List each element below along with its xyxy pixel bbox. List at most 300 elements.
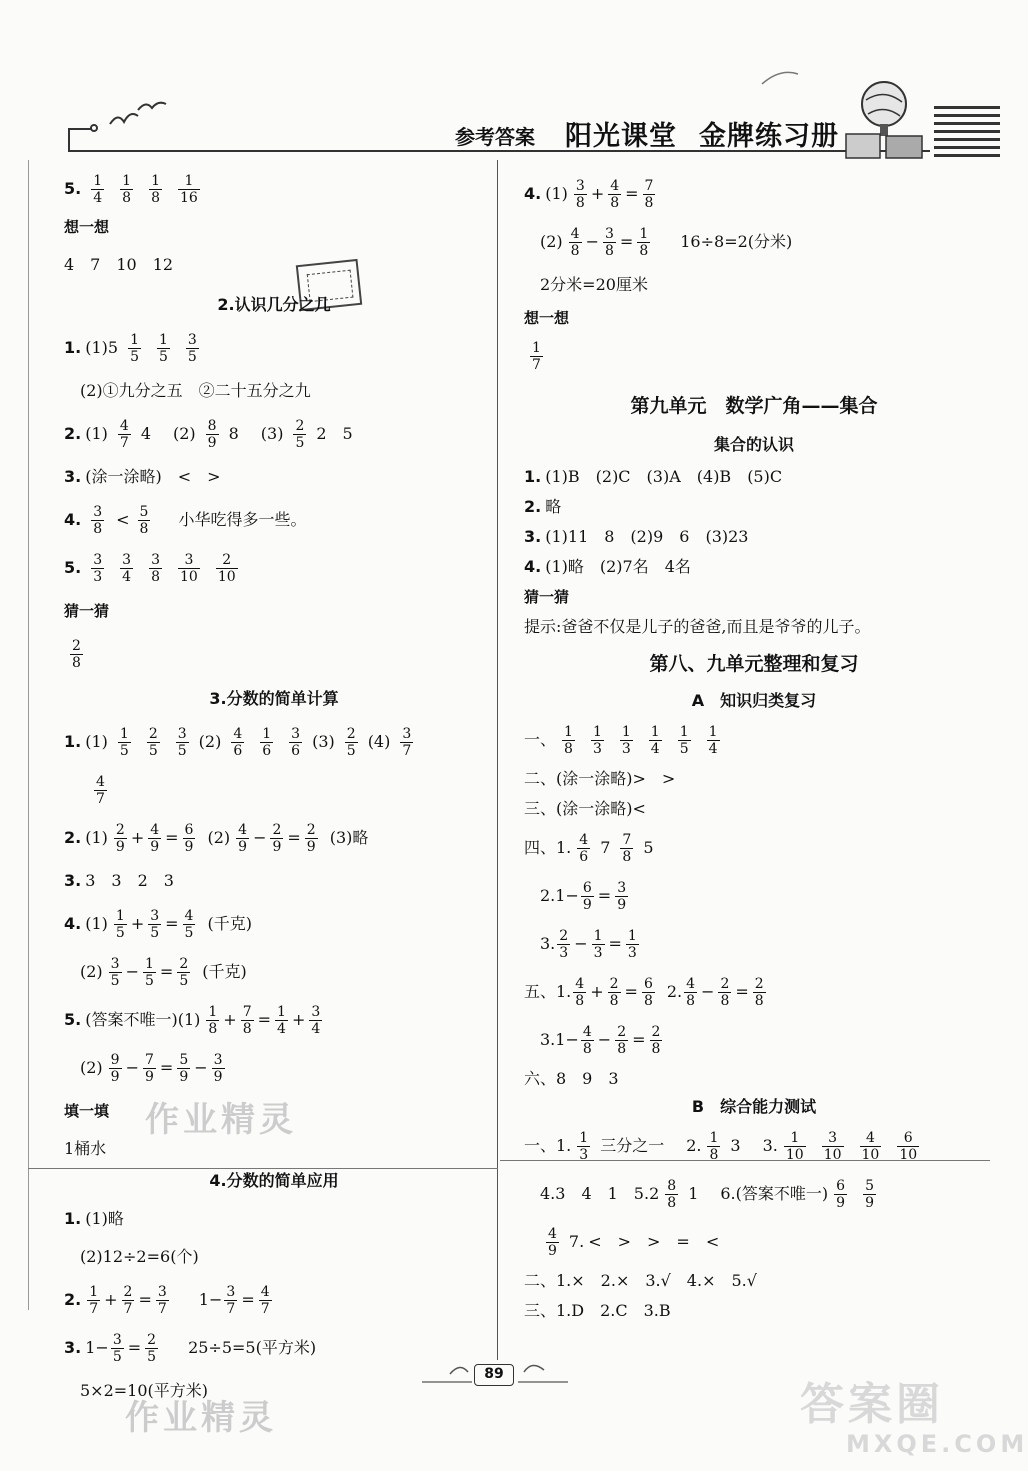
denominator: 4 xyxy=(122,568,132,585)
denominator: 9 xyxy=(179,1068,189,1085)
s2-q1b: (2)①九分之五 ②二十五分之九 xyxy=(80,381,311,401)
fraction xyxy=(530,341,543,372)
operator: + xyxy=(104,1289,118,1309)
equation xyxy=(571,977,657,1008)
fraction xyxy=(649,725,662,756)
fraction xyxy=(183,909,196,940)
numerator: 1 xyxy=(89,1283,99,1300)
operator: + xyxy=(130,827,145,847)
denominator: 8 xyxy=(575,992,585,1009)
denominator: 9 xyxy=(110,1068,120,1085)
s2-q4 xyxy=(64,496,484,544)
denominator: 9 xyxy=(582,896,592,913)
denominator: 7 xyxy=(119,434,129,451)
b-row2 xyxy=(524,1170,984,1218)
q-number: 4. xyxy=(64,510,82,530)
denominator: 9 xyxy=(306,838,316,855)
denominator: 5 xyxy=(184,924,194,941)
fraction xyxy=(87,1285,100,1316)
frac-list xyxy=(112,727,199,758)
operator: = xyxy=(127,1337,142,1357)
q-number: 2. xyxy=(64,1290,82,1310)
numerator: 1 xyxy=(639,225,649,242)
operator: = xyxy=(625,183,639,203)
q5-previous xyxy=(64,170,484,208)
operator: − xyxy=(597,1029,612,1049)
q-number: 2. xyxy=(64,828,82,848)
rev-iii: 三、(涂一涂略)< xyxy=(524,799,646,819)
operator: + xyxy=(590,183,605,203)
rev-iv3 xyxy=(524,920,984,968)
rev-iv1 xyxy=(524,824,984,872)
denominator: 3 xyxy=(621,740,631,757)
equation xyxy=(682,977,768,1008)
operator: − xyxy=(574,933,588,953)
q-number: 5. xyxy=(64,558,82,578)
fraction xyxy=(186,333,199,364)
operator: = xyxy=(735,981,749,1001)
answer-text: (2) xyxy=(80,1058,103,1078)
numerator: 1 xyxy=(151,172,160,189)
fraction xyxy=(577,833,590,864)
fraction xyxy=(231,727,244,758)
think-answer: 4 7 10 12 xyxy=(64,255,174,275)
watermark-stamp: 作业精灵 xyxy=(145,1100,297,1140)
fraction xyxy=(91,553,104,584)
guess-title: 猜一猜 xyxy=(524,587,570,606)
numerator: 4 xyxy=(686,975,696,992)
globe-books-icon xyxy=(836,74,926,160)
fraction xyxy=(143,957,156,988)
numerator: 6 xyxy=(643,975,653,992)
numerator: 6 xyxy=(582,879,592,896)
numerator: 4 xyxy=(579,831,589,848)
denominator: 4 xyxy=(311,1020,321,1037)
fraction xyxy=(149,553,162,584)
denominator: 8 xyxy=(622,848,632,865)
answer-text: (答案不唯一)(1) xyxy=(85,1010,201,1030)
numerator: 4 xyxy=(96,773,105,790)
numerator: 2 xyxy=(222,551,232,568)
s4-q2 xyxy=(64,1276,484,1324)
fraction xyxy=(177,1053,190,1084)
operator: = xyxy=(159,1057,174,1077)
denominator: 8 xyxy=(242,1020,252,1037)
fraction xyxy=(309,1005,322,1036)
numerator: 5 xyxy=(139,503,149,520)
numerator: 2 xyxy=(179,955,189,972)
section-title: A 知识归类复习 xyxy=(691,691,817,710)
operator: + xyxy=(223,1009,237,1029)
right-column xyxy=(524,170,984,1326)
fraction xyxy=(148,823,161,854)
answer-text: (1) xyxy=(85,732,108,752)
think-title: 想一想 xyxy=(64,217,110,236)
denominator: 7 xyxy=(123,1300,133,1317)
numerator: 1 xyxy=(130,331,139,348)
numerator: 3 xyxy=(311,1003,321,1020)
fraction xyxy=(678,725,691,756)
s2-q2 xyxy=(64,410,484,458)
operator: = xyxy=(241,1289,255,1309)
fill-title: 填一填 xyxy=(64,1101,110,1120)
operator: − xyxy=(585,231,599,251)
fraction xyxy=(147,727,160,758)
numerator: 2 xyxy=(123,1283,133,1300)
operator: + xyxy=(590,981,604,1001)
fraction xyxy=(577,1131,590,1162)
answer-text: (3) xyxy=(260,424,284,444)
answer-text: 1− xyxy=(85,1338,109,1358)
numerator: 4 xyxy=(570,225,580,242)
fraction xyxy=(345,727,358,758)
fraction xyxy=(206,419,219,450)
fraction xyxy=(178,553,200,584)
operator: − xyxy=(125,1057,139,1077)
fraction xyxy=(206,1005,219,1036)
numerator: 1 xyxy=(564,723,573,740)
denominator: 8 xyxy=(639,242,649,259)
page-left-edge xyxy=(28,160,29,1310)
answer-text: 4.3 4 1 5.2 xyxy=(540,1184,660,1204)
numerator: 8 xyxy=(207,417,217,434)
denominator: 8 xyxy=(643,992,653,1009)
denominator: 9 xyxy=(617,896,627,913)
fraction xyxy=(626,929,639,960)
equation xyxy=(107,1053,227,1084)
fraction xyxy=(637,227,650,258)
denominator: 10 xyxy=(823,1146,842,1163)
brand-name-1: 阳光课堂 xyxy=(565,121,677,152)
frac-list xyxy=(122,333,209,364)
fraction xyxy=(118,419,131,450)
denominator: 8 xyxy=(151,189,160,206)
numerator: 7 xyxy=(145,1051,154,1068)
denominator: 3 xyxy=(593,944,603,961)
denominator: 7 xyxy=(260,1300,270,1317)
operator: − xyxy=(125,961,139,981)
answer-text: 2. xyxy=(666,982,683,1002)
numerator: 2 xyxy=(115,821,125,838)
q-number: 1. xyxy=(64,338,82,358)
numerator: 7 xyxy=(644,177,654,194)
numerator: 4 xyxy=(610,177,620,194)
denominator: 5 xyxy=(295,434,305,451)
fraction xyxy=(643,179,656,210)
denominator: 5 xyxy=(179,972,189,989)
answer-text: 3. xyxy=(762,1136,778,1156)
denominator: 8 xyxy=(139,520,149,537)
fraction xyxy=(259,1285,272,1316)
numerator: 3 xyxy=(402,725,412,742)
numerator: 3 xyxy=(122,551,132,568)
fraction xyxy=(293,419,306,450)
header-label: 参考答案 xyxy=(455,125,535,149)
operator: = xyxy=(619,231,634,251)
fraction xyxy=(270,823,283,854)
numerator: 1 xyxy=(679,723,689,740)
answer-text: (2) xyxy=(80,962,103,982)
denominator: 8 xyxy=(667,1194,677,1211)
fraction xyxy=(94,775,107,806)
denominator: 5 xyxy=(147,1348,157,1365)
frac-list xyxy=(778,1131,929,1162)
numerator: 1 xyxy=(158,331,168,348)
numerator: 6 xyxy=(836,1177,846,1194)
denominator: 9 xyxy=(213,1068,223,1085)
answer-text: 3. xyxy=(540,934,556,954)
fraction xyxy=(581,881,594,912)
q-number: 3. xyxy=(64,871,82,891)
operator: = xyxy=(287,827,301,847)
denominator: 6 xyxy=(291,742,301,759)
s3-q5a xyxy=(64,996,484,1044)
answer-text: 1− xyxy=(198,1290,223,1310)
fraction xyxy=(289,727,302,758)
fraction xyxy=(592,929,605,960)
fraction xyxy=(615,881,628,912)
answer-text: (1)略 xyxy=(85,1209,124,1229)
fraction xyxy=(620,725,633,756)
answer-text: (1) xyxy=(85,914,108,934)
answer-text: (4) xyxy=(367,732,391,752)
denominator: 16 xyxy=(179,189,198,206)
fraction xyxy=(241,1005,254,1036)
u9-q4 xyxy=(524,552,984,582)
fraction xyxy=(753,977,766,1008)
denominator: 7 xyxy=(226,1300,236,1317)
b-row4: 二、1.× 2.× 3.√ 4.× 5.√ xyxy=(524,1271,757,1291)
numerator: 3 xyxy=(187,331,197,348)
numerator: 3 xyxy=(575,177,585,194)
denominator: 5 xyxy=(150,924,160,941)
q-number: 3. xyxy=(64,1338,82,1358)
answer-text: (涂一涂略) < > xyxy=(85,467,221,487)
fraction xyxy=(574,179,587,210)
numerator: 1 xyxy=(262,725,272,742)
denominator: 8 xyxy=(208,1020,218,1037)
s3-q3 xyxy=(64,862,484,900)
s2-q1a xyxy=(64,324,484,372)
fraction xyxy=(834,1179,847,1210)
s2-q5 xyxy=(64,544,484,592)
b-row1 xyxy=(524,1122,984,1170)
fraction xyxy=(176,727,189,758)
fraction xyxy=(236,823,249,854)
answer-text: 3.1− xyxy=(540,1030,579,1050)
operator: = xyxy=(632,1029,646,1049)
denominator: 9 xyxy=(184,838,194,855)
unit-text: (千克) xyxy=(202,962,247,982)
unit-text: (千克) xyxy=(207,914,252,934)
denominator: 4 xyxy=(277,1020,286,1037)
operator: − xyxy=(194,1057,208,1077)
column-divider xyxy=(497,160,498,1360)
denominator: 8 xyxy=(570,242,580,259)
numerator: 1 xyxy=(93,172,103,189)
numerator: 2 xyxy=(295,417,305,434)
numerator: 4 xyxy=(865,1129,875,1146)
denominator: 8 xyxy=(754,992,764,1009)
equation xyxy=(107,957,193,988)
fraction xyxy=(650,1025,663,1056)
q-number: 3. xyxy=(524,527,542,547)
operator: = xyxy=(624,981,638,1001)
numerator: 6 xyxy=(903,1129,913,1146)
denominator: 7 xyxy=(89,1300,99,1317)
numerator: 2 xyxy=(346,725,356,742)
header-corner-ornament xyxy=(68,128,92,152)
answer-text: (2) xyxy=(173,424,196,444)
equation xyxy=(567,227,653,258)
watermark-url: MXQE.COM xyxy=(846,1430,1028,1458)
fraction xyxy=(684,977,697,1008)
denominator: 4 xyxy=(650,740,660,757)
fraction xyxy=(573,977,586,1008)
header-stripes-ornament xyxy=(934,106,1000,158)
numerator: 2 xyxy=(147,1331,157,1348)
equation xyxy=(204,1005,324,1036)
numerator: 4 xyxy=(238,821,248,838)
numerator: 2 xyxy=(306,821,316,838)
denominator: 9 xyxy=(145,1068,154,1085)
denominator: 8 xyxy=(605,242,614,259)
operator: − xyxy=(253,827,267,847)
denominator: 5 xyxy=(115,924,125,941)
numerator: 3 xyxy=(110,955,120,972)
fraction xyxy=(114,823,127,854)
denominator: 4 xyxy=(708,740,718,757)
denominator: 5 xyxy=(130,348,139,365)
section-title: 4.分数的简单应用 xyxy=(209,1171,339,1190)
u9-q3 xyxy=(524,522,984,552)
fraction xyxy=(183,823,196,854)
denominator: 5 xyxy=(187,348,197,365)
answer-text: 3 3 2 3 xyxy=(85,871,174,891)
denominator: 9 xyxy=(150,838,160,855)
denominator: 10 xyxy=(861,1146,880,1163)
numerator: 2 xyxy=(651,1023,661,1040)
denominator: 5 xyxy=(119,742,129,759)
numerator: 8 xyxy=(667,1177,677,1194)
answer-text: 一、 xyxy=(524,730,557,750)
numerator: 4 xyxy=(184,907,194,924)
fraction xyxy=(863,1179,876,1210)
rev-v3 xyxy=(524,1016,984,1064)
denominator: 10 xyxy=(179,568,198,585)
fraction xyxy=(120,174,133,205)
answer-text: 四、1. xyxy=(524,838,572,858)
fraction xyxy=(118,727,131,758)
s3-q5b xyxy=(64,1044,484,1092)
numerator: 1 xyxy=(709,1129,719,1146)
operator: = xyxy=(165,913,179,933)
q-number: 1. xyxy=(64,732,82,752)
denominator: 10 xyxy=(785,1146,804,1163)
fraction xyxy=(143,1053,156,1084)
denominator: 5 xyxy=(110,972,120,989)
numerator: 2 xyxy=(720,975,730,992)
denominator: 3 xyxy=(627,944,637,961)
denominator: 5 xyxy=(148,742,158,759)
fraction xyxy=(149,174,162,205)
fraction xyxy=(860,1131,882,1162)
operator: = xyxy=(159,961,174,981)
fraction xyxy=(305,823,318,854)
numerator: 1 xyxy=(579,1129,589,1146)
operator: < xyxy=(116,510,130,530)
fraction xyxy=(822,1131,844,1162)
fraction xyxy=(111,1333,124,1364)
s3-q4a xyxy=(64,900,484,948)
operator: = xyxy=(608,933,622,953)
numerator: 3 xyxy=(291,725,301,742)
answer-text: 4 xyxy=(140,424,151,444)
numerator: 3 xyxy=(226,1283,236,1300)
numerator: 2 xyxy=(72,637,81,654)
s4-q1a xyxy=(64,1200,484,1238)
answer-text: 1 xyxy=(688,1184,699,1204)
answer-text: 8 xyxy=(228,424,239,444)
brand-name-2: 金牌练习册 xyxy=(699,121,839,152)
numerator: 3 xyxy=(828,1129,838,1146)
numerator: 3 xyxy=(93,551,103,568)
fraction xyxy=(275,1005,288,1036)
b-row3 xyxy=(524,1218,984,1266)
denominator: 9 xyxy=(115,838,125,855)
section-title: B 综合能力测试 xyxy=(691,1097,817,1116)
frac-list xyxy=(556,725,730,756)
denominator: 3 xyxy=(559,944,569,961)
answer-text: 2 5 xyxy=(316,424,353,444)
numerator: 3 xyxy=(213,1051,223,1068)
answer-text: 小华吃得多一些。 xyxy=(178,510,307,530)
frac-list xyxy=(85,553,247,584)
numerator: 1 xyxy=(593,927,603,944)
numerator: 1 xyxy=(122,172,132,189)
answer-text: 16÷8=2(分米) xyxy=(680,232,793,252)
fraction xyxy=(581,1025,594,1056)
answer-text: 6.(答案不唯一) xyxy=(720,1184,829,1204)
denominator: 7 xyxy=(402,742,412,759)
fraction xyxy=(615,1025,628,1056)
section-title: 2.认识几分之几 xyxy=(217,295,331,314)
denominator: 8 xyxy=(644,194,654,211)
s4-q3b: 5×2=10(平方米) xyxy=(80,1381,209,1401)
numerator: 3 xyxy=(150,907,160,924)
numerator: 7 xyxy=(622,831,632,848)
numerator: 9 xyxy=(110,1051,120,1068)
s2-q3 xyxy=(64,458,484,496)
denominator: 6 xyxy=(579,848,589,865)
numerator: 2 xyxy=(148,725,158,742)
section-title: 3.分数的简单计算 xyxy=(209,689,339,708)
operator: = xyxy=(257,1009,272,1029)
fraction xyxy=(177,957,190,988)
denominator: 8 xyxy=(93,520,103,537)
rev-ii: 二、(涂一涂略)> > xyxy=(524,769,676,789)
denominator: 8 xyxy=(151,568,160,585)
q-number: 5. xyxy=(64,179,82,199)
frac-list xyxy=(225,727,312,758)
rev-vi: 六、8 9 3 xyxy=(524,1069,619,1089)
numerator: 5 xyxy=(179,1051,189,1068)
denominator: 9 xyxy=(238,838,248,855)
denominator: 5 xyxy=(158,348,168,365)
answer-text: 五、1. xyxy=(524,982,572,1002)
swoosh-icon xyxy=(760,68,800,88)
denominator: 7 xyxy=(532,356,541,373)
